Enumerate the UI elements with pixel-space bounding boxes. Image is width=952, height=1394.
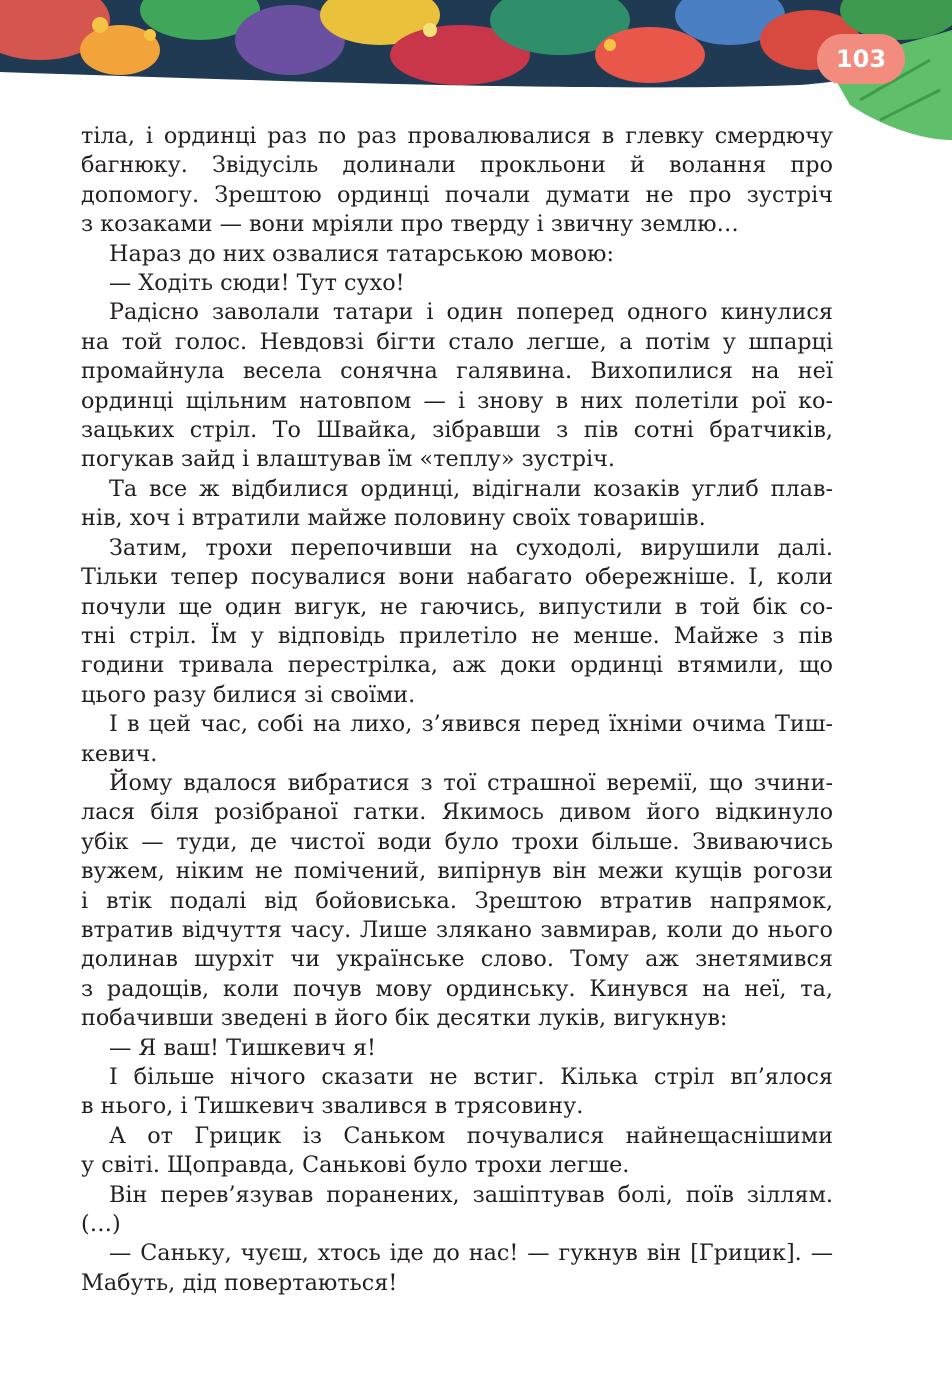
text-line: — Саньку, чуєш, хтось іде до нас! — гукнув він [Грицик]. — (109, 1240, 833, 1267)
text-line: почули ще один вигук, не гаючись, випустили в той бік со- (81, 593, 833, 620)
text-line: багнюку. Звідусіль долинали прокльони й волання про (81, 152, 833, 179)
text-line: промайнула весела сонячна галявина. Вихопилися на неї (81, 358, 833, 385)
text-line: вужем, ніким не помічений, випірнув він межи кущів рогози (81, 858, 833, 885)
text-line: Нараз до них озвалися татарською мовою: (109, 240, 614, 267)
text-line: І в цей час, собі на лихо, з’явився перед їхніми очима Тиш- (109, 711, 833, 738)
text-line: на той голос. Невдовзі бігти стало легше, а потім у шпарці (81, 328, 833, 355)
text-line: Та все ж відбилися ординці, відігнали козаків углиб плав- (109, 475, 833, 502)
text-line: Радісно заволали татари і один поперед одного кинулися (109, 299, 833, 326)
text-line: нів, хоч і втратили майже половину своїх товаришів. (81, 505, 706, 532)
text-line: А от Грицик із Саньком почувалися найнещаснішими (109, 1122, 833, 1149)
text-line: Тільки тепер посувалися вони набагато обережніше. І, коли (81, 564, 833, 591)
text-line: Йому вдалося вибратися з тої страшної веремії, що зчини- (109, 769, 833, 796)
text-line: і втік подалі від бойовиська. Зрештою втратив напрямок, (81, 887, 833, 914)
text-line: погукав зайд і влаштував їм «теплу» зустріч. (81, 446, 615, 473)
text-line: Мабуть, дід повертаються! (81, 1269, 398, 1296)
text-line: втратив відчуття часу. Лише злякано завмирав, коли до нього (81, 916, 833, 943)
text-line: в нього, і Тишкевич звалився в трясовину. (81, 1093, 584, 1120)
text-line: зацьких стріл. То Швайка, зібравши з пів сотні братчиків, (81, 417, 833, 444)
text-line: — Я ваш! Тишкевич я! (109, 1034, 376, 1061)
text-line: тні стріл. Їм у відповідь прилетіло не менше. Майже з пів (81, 622, 833, 649)
text-line: лася біля розібраної гатки. Якимось дивом його відкинуло (81, 799, 833, 826)
text-line: Він перев’язував поранених, зашіптував болі, поїв зіллям. (…) (81, 1181, 833, 1238)
text-line: у світі. Щоправда, Санькові було трохи легше. (81, 1152, 630, 1179)
text-line: долинав шурхіт чи українське слово. Тому аж знетямився (81, 946, 833, 973)
page-number-badge: 103 (817, 34, 905, 84)
text-line: ординці щільним натовпом — і знову в них полетіли рої ко- (81, 387, 833, 414)
text-line: побачивши зведені в його бік десятки луків, вигукнув: (81, 1005, 728, 1032)
text-line: кевич. (81, 740, 158, 767)
text-line: тіла, і ординці раз по раз провалювалися в глевку смердючу (81, 123, 833, 149)
text-line: І більше нічого сказати не встиг. Кілька стріл вп’ялося (109, 1064, 833, 1090)
article-text (81, 122, 833, 1298)
text-line: Затим, трохи перепочивши на суходолі, вирушили далі. (109, 534, 833, 561)
text-line: убік — туди, де чистої води було трохи більше. Звиваючись (81, 828, 833, 855)
text-line: з козаками — вони мріяли про тверду і звичну землю… (81, 211, 739, 238)
text-line: години тривала перестрілка, аж доки ординці втямили, що (81, 652, 833, 679)
text-line: — Ходіть сюди! Тут сухо! (109, 270, 405, 297)
text-line: цього разу билися зі своїми. (81, 681, 416, 708)
text-line: допомогу. Зрештою ординці почали думати не про зустріч (81, 181, 833, 208)
text-line: з радощів, коли почув мову ординську. Кинувся на неї, та, (81, 975, 833, 1002)
